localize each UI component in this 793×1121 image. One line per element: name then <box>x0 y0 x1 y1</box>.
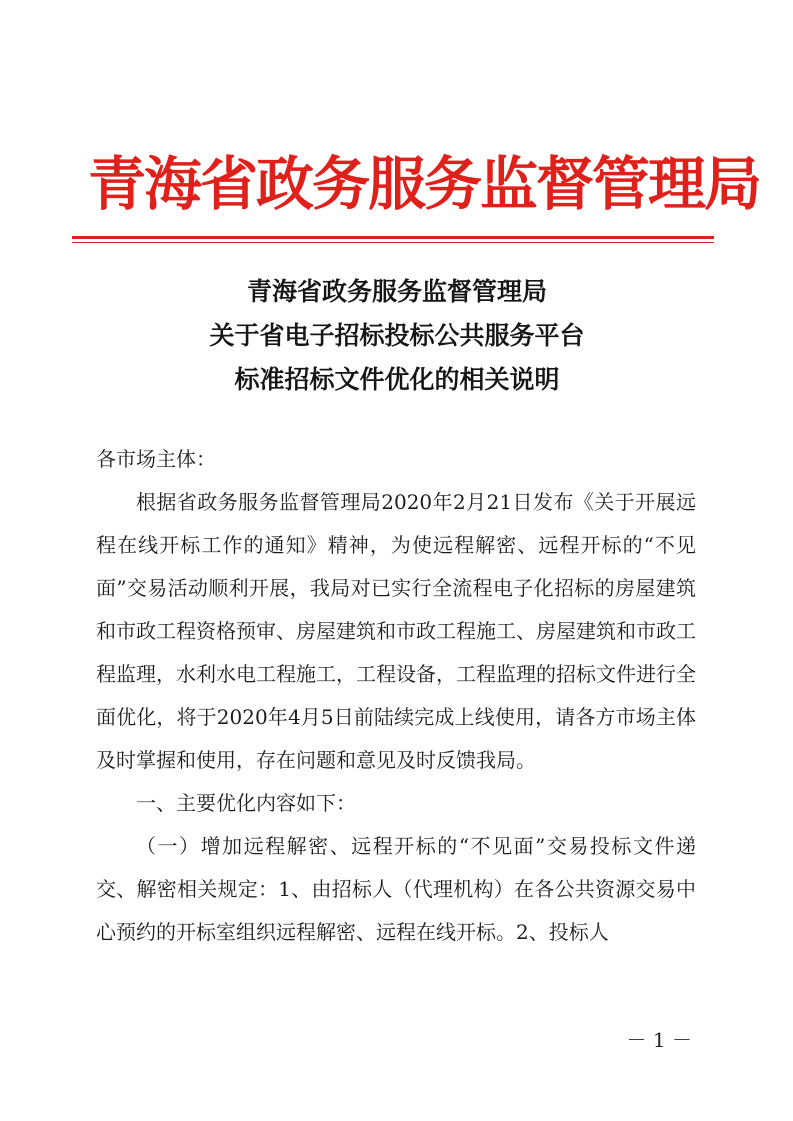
paragraph-1: 根据省政务服务监督管理局2020年2月21日发布《关于开展远程在线开标工作的通知》精神，为使远程解密、远程开标的“不见面”交易活动顺利开展，我局对已实行全流程电子化招标的房屋建筑和市政工程资格预审、房屋建筑和市政工程施工、房屋建筑和市政工程监理，水利水电工程施工，工程设备，工程监理的招标文件进行全面优化，将于2020年4月5日前陆续完成上线使用，请各方市场主体及时掌握和使用，存在问题和意见及时反馈我局。 <box>96 490 696 772</box>
title-line-2: 关于省电子招标投标公共服务平台 <box>209 321 585 350</box>
letterhead-rule-thin <box>72 242 714 243</box>
paragraph-2: （一）增加远程解密、远程开标的“不见面”交易投标文件递交、解密相关规定：1、由招标人（代理机构）在各公共资源交易中心预约的开标室组织远程解密、远程在线开标。2、投标人 <box>96 834 696 944</box>
letterhead-rule-thick <box>72 236 714 239</box>
section-heading-1: 一、主要优化内容如下： <box>136 791 356 815</box>
title-line-3: 标准招标文件优化的相关说明 <box>234 365 560 394</box>
document-title <box>80 270 714 402</box>
document-body <box>96 438 696 954</box>
salutation: 各市场主体： <box>96 447 216 471</box>
letterhead-title: 青海省政务服务监督管理局 <box>88 150 761 218</box>
title-line-1: 青海省政务服务监督管理局 <box>246 277 547 306</box>
page-number: － 1 － <box>626 1028 692 1052</box>
